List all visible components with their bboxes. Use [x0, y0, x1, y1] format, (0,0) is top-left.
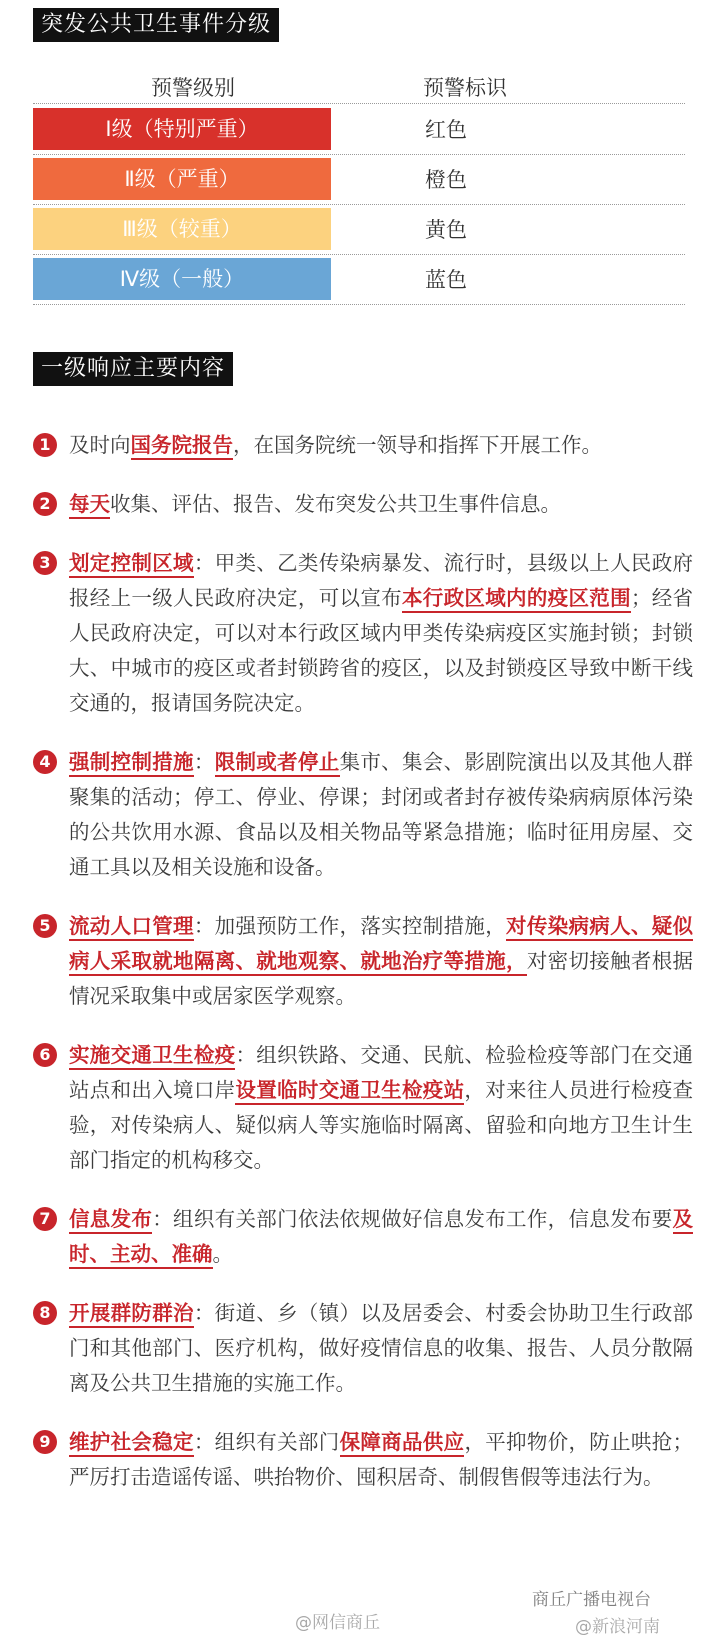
highlight-text: 实施交通卫生检疫: [69, 1043, 235, 1070]
item-text: ：组织铁路、交通、民航、检验检疫等部门在交通站点和出入境口岸: [69, 1043, 694, 1102]
response-item: [33, 428, 693, 463]
response-item: [33, 745, 693, 885]
grade-level-bar: Ⅱ级（严重）: [33, 158, 331, 200]
grade-color-name: 橙色: [425, 168, 467, 192]
item-text: ，对来往人员进行检疫查验，对传染病人、疑似病人等实施临时隔离、留验和向地方卫生计生部门指定的机构移交。: [69, 1078, 694, 1172]
response-item: [33, 487, 693, 522]
item-number-badge: 1: [33, 433, 57, 457]
watermark-station: 商丘广播电视台: [532, 1590, 651, 1610]
item-number-badge: 9: [33, 1430, 57, 1454]
item-text: ：: [193, 750, 215, 774]
section-title-response: 一级响应主要内容: [33, 352, 233, 386]
response-item: [33, 1296, 693, 1401]
item-number-badge: 2: [33, 492, 57, 516]
item-text: ：组织有关部门依法依规做好信息发布工作，信息发布要: [152, 1207, 673, 1231]
highlight-text: 设置临时交通卫生检疫站: [235, 1078, 464, 1105]
grade-level-bar: Ⅳ级（一般）: [33, 258, 331, 300]
highlight-text: 保障商品供应: [340, 1430, 465, 1457]
response-item: [33, 1202, 693, 1272]
response-item: [33, 546, 693, 721]
grade-row: [33, 155, 685, 205]
grade-row: [33, 105, 685, 155]
item-text: ：组织有关部门: [193, 1430, 340, 1454]
item-text: ：街道、乡（镇）以及居委会、村委会协助卫生行政部门和其他部门、医疗机构，做好疫情信息的收集、报告、人员分散隔离及公共卫生措施的实施工作。: [69, 1301, 694, 1395]
item-text: 。: [212, 1242, 233, 1266]
item-text: 收集、评估、报告、发布突发公共卫生事件信息。: [110, 492, 561, 516]
watermark-weibo: @网信商丘: [295, 1613, 380, 1633]
item-number-badge: 5: [33, 914, 57, 938]
response-item-list: [33, 428, 693, 1519]
grade-table-header: [33, 68, 685, 104]
highlight-text: 划定控制区域: [69, 551, 194, 578]
watermark-sina: @新浪河南: [575, 1617, 660, 1637]
highlight-text: 限制或者停止: [215, 750, 340, 777]
header-color: 预警标识: [423, 76, 507, 100]
highlight-text: 每天: [69, 492, 110, 519]
response-item: [33, 1038, 693, 1178]
item-text: ：甲类、乙类传染病暴发、流行时，县级以上人民政府报经上一级人民政府决定，可以宣布: [69, 551, 694, 610]
item-text: 及时向: [69, 433, 131, 457]
highlight-text: 及时、主动、准确: [69, 1207, 693, 1269]
highlight-text: 维护社会稳定: [69, 1430, 194, 1457]
item-number-badge: 7: [33, 1207, 57, 1231]
item-text: ，在国务院统一领导和指挥下开展工作。: [233, 433, 602, 457]
item-number-badge: 6: [33, 1043, 57, 1067]
item-text: ；经省人民政府决定，可以对本行政区域内甲类传染病疫区实施封锁；封锁大、中城市的疫区或者封锁跨省的疫区，以及封锁疫区导致中断干线交通的，报请国务院决定。: [69, 586, 694, 715]
response-item: [33, 909, 693, 1014]
grade-row: [33, 205, 685, 255]
highlight-text: 国务院报告: [131, 433, 234, 460]
response-item: [33, 1425, 693, 1495]
grade-color-name: 黄色: [425, 218, 467, 242]
header-level: 预警级别: [151, 76, 235, 100]
highlight-text: 开展群防群治: [69, 1301, 194, 1328]
grade-color-name: 红色: [425, 118, 467, 142]
highlight-text: 强制控制措施: [69, 750, 194, 777]
item-number-badge: 3: [33, 551, 57, 575]
highlight-text: 对传染病病人、疑似病人采取就地隔离、就地观察、就地治疗等措施，: [69, 914, 693, 976]
grade-level-bar: Ⅰ级（特别严重）: [33, 108, 331, 150]
highlight-text: 本行政区域内的疫区范围: [402, 586, 631, 613]
highlight-text: 流动人口管理: [69, 914, 194, 941]
item-text: ，平抑物价，防止哄抢；严厉打击造谣传谣、哄抬物价、囤积居奇、制假售假等违法行为。: [69, 1430, 694, 1489]
item-number-badge: 8: [33, 1301, 57, 1325]
highlight-text: 信息发布: [69, 1207, 152, 1234]
item-text: 对密切接触者根据情况采取集中或居家医学观察。: [69, 949, 694, 1008]
item-number-badge: 4: [33, 750, 57, 774]
grade-row: [33, 255, 685, 305]
grade-color-name: 蓝色: [425, 268, 467, 292]
item-text: ：加强预防工作，落实控制措施，: [193, 914, 507, 938]
section-title-grading: 突发公共卫生事件分级: [33, 8, 279, 42]
grade-level-bar: Ⅲ级（较重）: [33, 208, 331, 250]
item-text: 集市、集会、影剧院演出以及其他人群聚集的活动；停工、停业、停课；封闭或者封存被传染病病原体污染的公共饮用水源、食品以及相关物品等紧急措施；临时征用房屋、交通工具以及相关设施和设备。: [69, 750, 694, 879]
